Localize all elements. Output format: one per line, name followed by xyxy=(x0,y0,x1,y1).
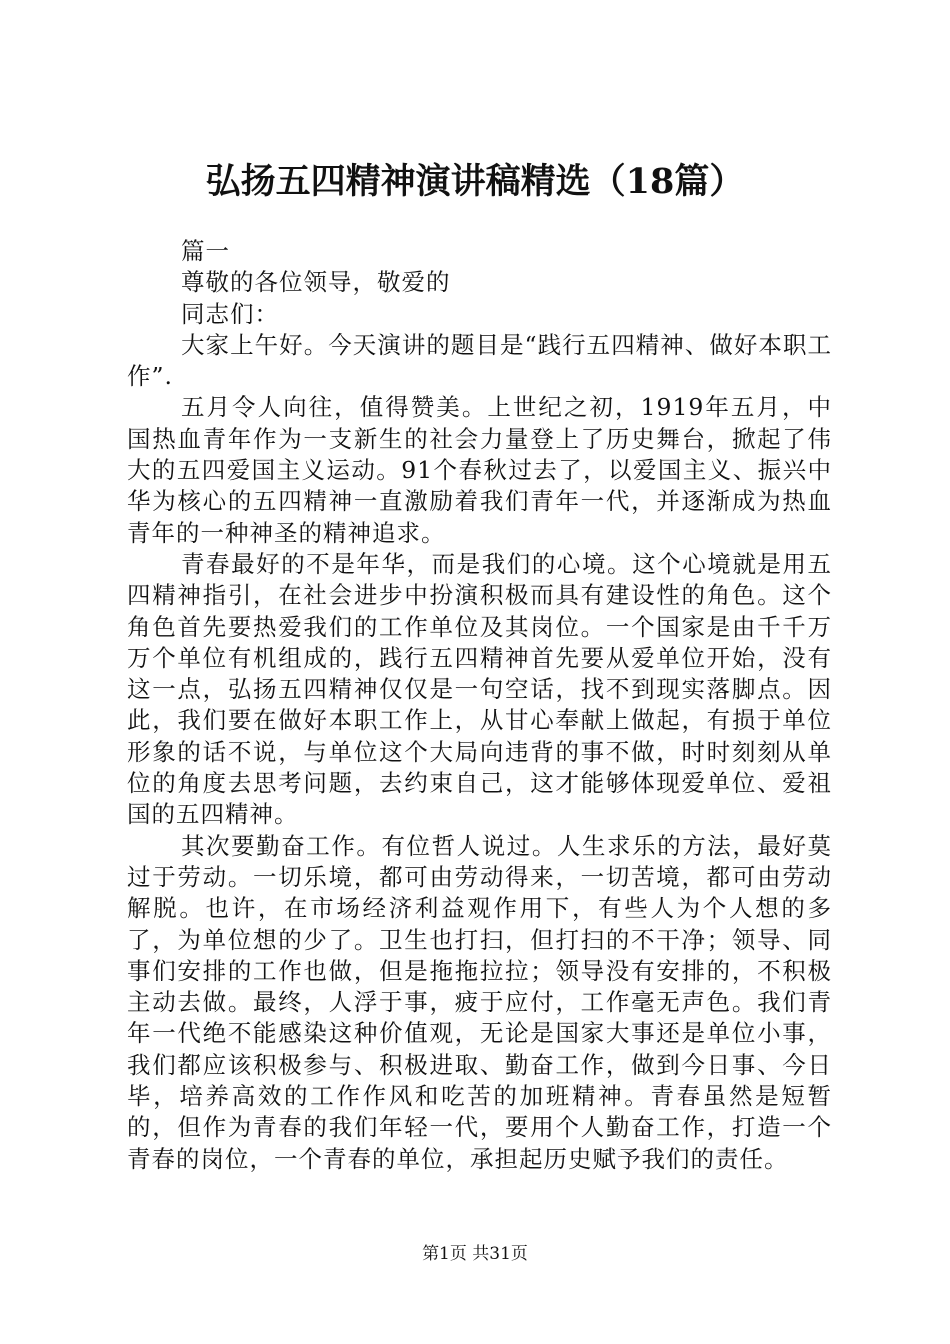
salutation-line: 尊敬的各位领导，敬爱的 xyxy=(181,268,451,297)
salutation-line: 同志们： xyxy=(181,299,279,328)
paragraph: 青春最好的不是年华，而是我们的心境。这个心境就是用五四精神指引，在社会进步中扮演积极而具有建设性的角色。这个角色首先要热爱我们的工作单位及其岗位。一个国家是由千千万万个单位有机组成的，践行五四精神首先要从爱单位开始，没有这一点，弘扬五四精神仅仅是一句空话，找不到现实落脚点。因此，我们要在做好本职工作上，从甘心奉献上做起，有损于单位形象的话不说，与单位这个大局向违背的事不做，时时刻刻从单位的角度去思考问题，去约束自己，这才能够体现爱单位、爱祖国的五四精神。 xyxy=(127,549,832,829)
section-heading: 篇一 xyxy=(181,237,230,265)
document-title: 弘扬五四精神演讲稿精选（18篇） xyxy=(205,161,745,202)
paragraph: 五月令人向往，值得赞美。上世纪之初，1919年五月，中国热血青年作为一支新生的社会力量登上了历史舞台，掀起了伟大的五四爱国主义运动。91个春秋过去了，以爱国主义、振兴中华为核心的五四精神一直激励着我们青年一代，并逐渐成为热血青年的一种神圣的精神追求。 xyxy=(127,393,832,547)
paragraph: 其次要勤奋工作。有位哲人说过。人生求乐的方法，最好莫过于劳动。一切乐境，都可由劳动得来，一切苦境，都可由劳动解脱。也许，在市场经济利益观作用下，有些人为个人想的多了，为单位想的少了。卫生也打扫，但打扫的不干净；领导、同事们安排的工作也做，但是拖拖拉拉；领导没有安排的，不积极主动去做。最终，人浮于事，疲于应付，工作毫无声色。我们青年一代绝不能感染这种价值观，无论是国家大事还是单位小事，我们都应该积极参与、积极进取、勤奋工作，做到今日事、今日毕，培养高效的工作作风和吃苦的加班精神。青春虽然是短暂的，但作为青春的我们年轻一代，要用个人勤奋工作，打造一个青春的岗位，一个青春的单位，承担起历史赋予我们的责任。 xyxy=(127,831,832,1173)
paragraph: 大家上午好。今天演讲的题目是“践行五四精神、做好本职工作”. xyxy=(127,330,832,391)
document-body xyxy=(127,236,832,1175)
page-footer: 第1页 共31页 xyxy=(422,1244,528,1264)
